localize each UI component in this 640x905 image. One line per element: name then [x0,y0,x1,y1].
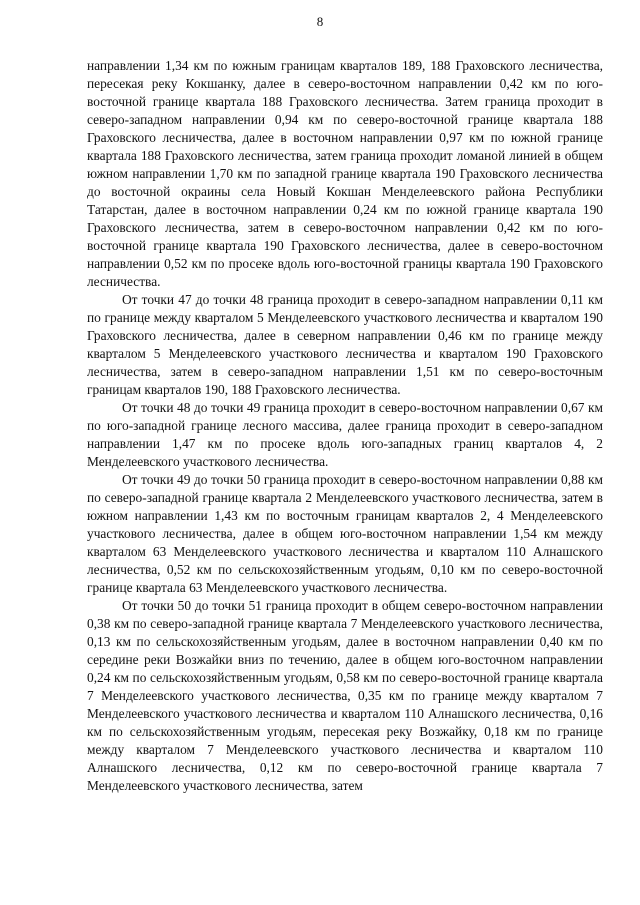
paragraph-point-47-48: От точки 47 до точки 48 граница проходит в северо-западном направлении 0,11 км по границе между кварталом 5 Менделеевского участкового лесничества и кварталом 190 Граховского лесничества, далее в северном направлении 0,46 км по границе между кварталом 5 Менделеевского участкового лесничества и кварталом 190 Граховского лесничества, затем в северо-западном направлении 1,51 км по северо-восточным границам кварталов 190, 188 Граховского лесничества. [87,292,603,397]
page-number: 8 [316,14,324,29]
paragraph-point-48-49: От точки 48 до точки 49 граница проходит в северо-восточном направлении 0,67 км по юго-западной границе лесного массива, далее граница проходит в северо-западном направлении 1,47 км по просеке вдоль юго-западных границ кварталов 4, 2 Менделеевского участкового лесничества. [87,400,603,469]
paragraph-continuation: направлении 1,34 км по южным границам кварталов 189, 188 Граховского лесничества, пересекая реку Кокшанку, далее в северо-восточном направлении 0,42 км по юго-восточной границе квартала 188 Граховского лесничества. Затем граница проходит в северо-западном направлении 0,94 км по северо-восточной границе квартала 188 Граховского лесничества, далее в восточном направлении 0,97 км по южной границе квартала 188 Граховского лесничества, затем граница проходит ломаной линией в общем южном направлении 1,70 км по западной границе квартала 190 Граховского лесничества до восточной окраины села Новый Кокшан Менделеевского района Республики Татарстан, далее в восточном направлении 0,24 км по южной границе квартала 190 Граховского лесничества, затем в северо-восточном направлении 0,42 км по юго-восточной границе квартала 190 Граховского лесничества, далее в северо-восточном направлении 0,52 км по просеке вдоль юго-восточной границы квартала 190 Граховского лесничества. [87,58,603,289]
paragraph-point-50-51: От точки 50 до точки 51 граница проходит в общем северо-восточном направлении 0,38 км по северо-западной границе квартала 7 Менделеевского участкового лесничества, 0,13 км по сельскохозяйственным угодьям, далее в восточном направлении 0,40 км по середине реки Возжайки вниз по течению, далее в общем юго-восточном направлении 0,24 км по сельскохозяйственным угодьям, 0,58 км по северо-восточной границе квартала 7 Менделеевского участкового лесничества, 0,35 км по границе между кварталом 7 Менделеевского участкового лесничества и кварталом 110 Алнашского лесничества, 0,16 км по сельскохозяйственным угодьям, пересекая реку Возжайку, 0,18 км по границе между кварталом 7 Менделеевского участкового лесничества и кварталом 110 Алнашского лесничества, 0,12 км по северо-восточной границе квартала 7 Менделеевского участкового лесничества, затем [87,598,603,793]
document-body [87,57,603,795]
paragraph-point-49-50: От точки 49 до точки 50 граница проходит в северо-восточном направлении 0,88 км по северо-западной границе квартала 2 Менделеевского участкового лесничества, затем в южном направлении 1,43 км по восточным границам кварталов 2, 4 Менделеевского участкового лесничества, далее в общем юго-восточном направлении 1,54 км между кварталом 63 Менделеевского участкового лесничества и кварталом 110 Алнашского лесничества, 0,52 км по сельскохозяйственным угодьям, 0,10 км по северо-восточной границе квартала 63 Менделеевского участкового лесничества. [87,472,603,595]
